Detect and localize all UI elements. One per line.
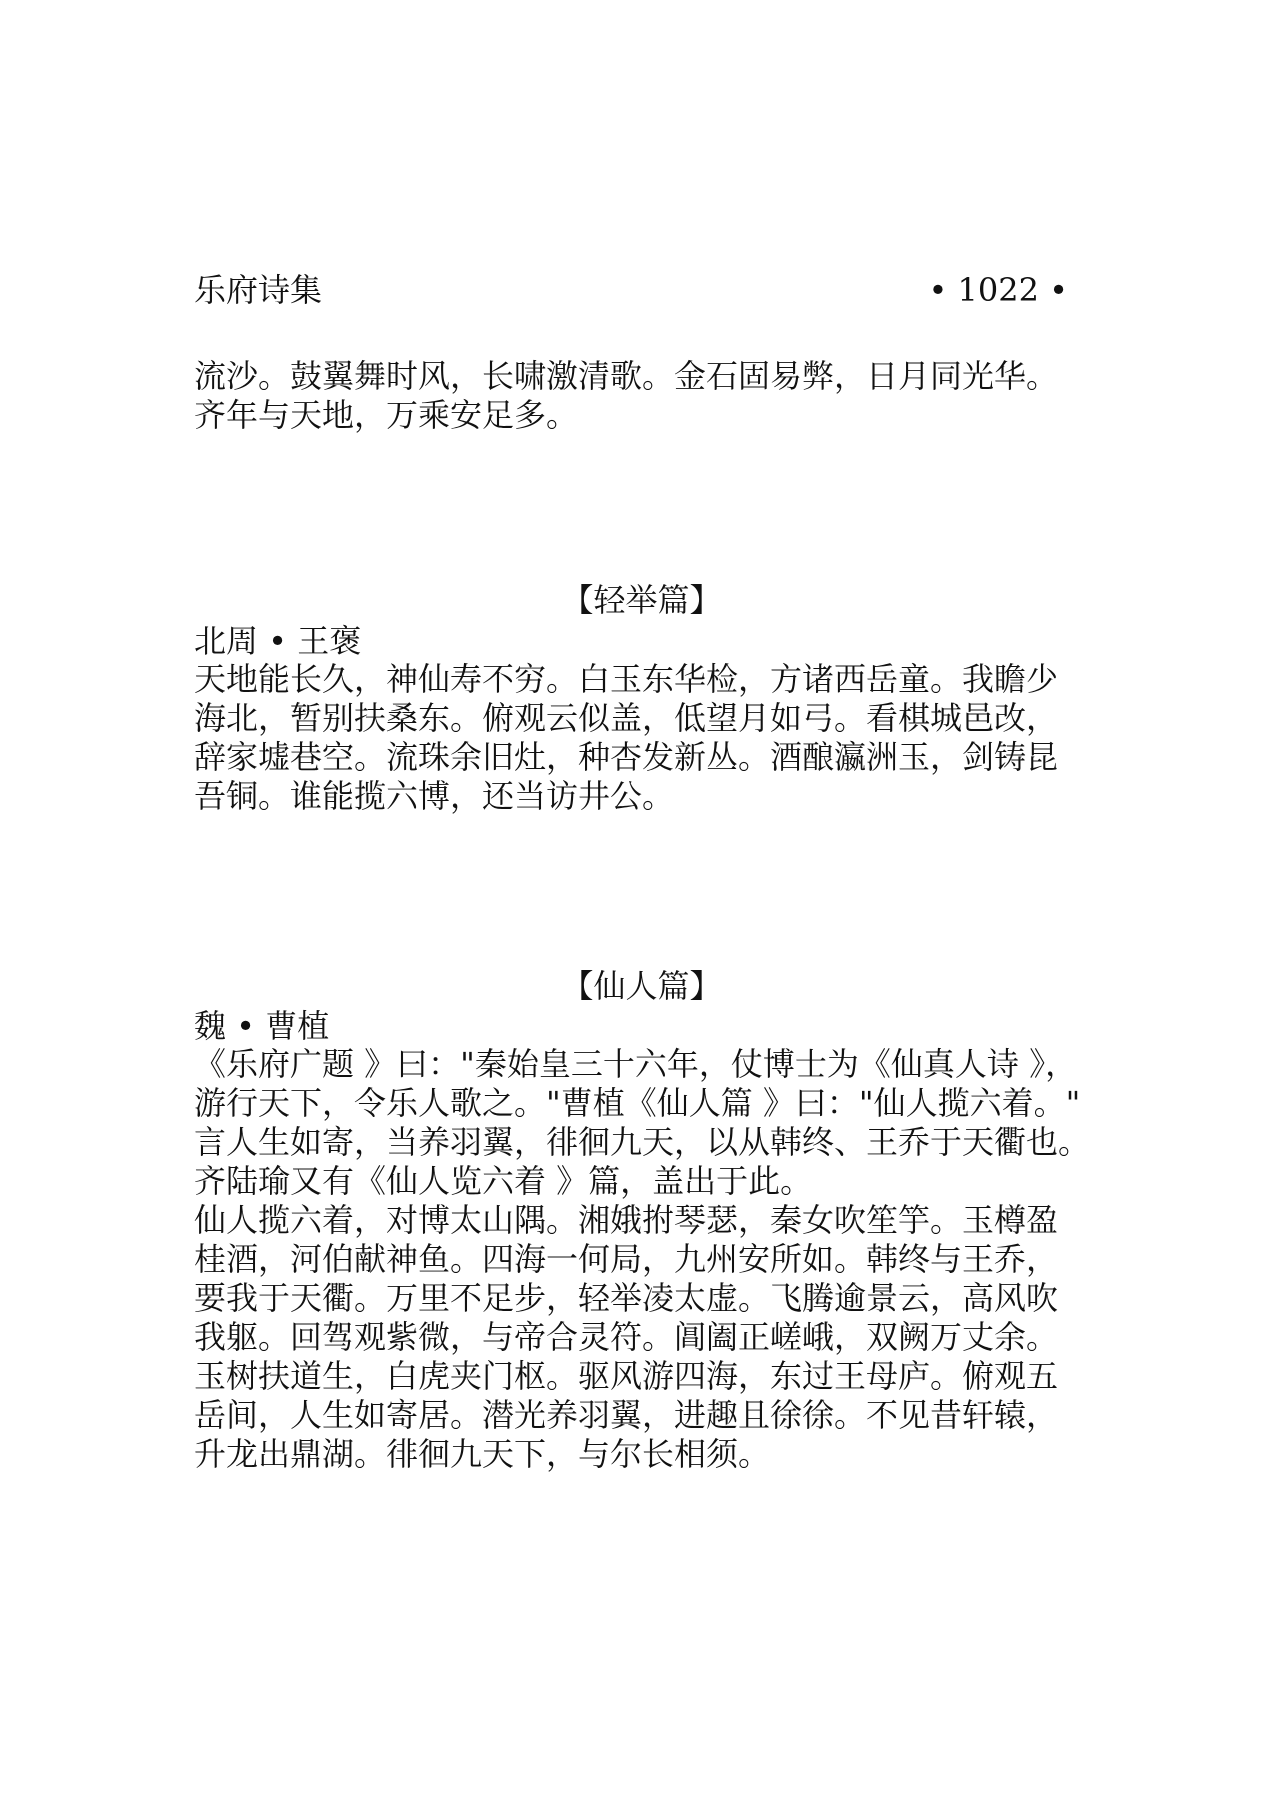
text-line: 齐陆瑜又有《仙人览六着 》篇，盖出于此。 (194, 1162, 813, 1200)
page-header (194, 268, 1068, 312)
poem-body (194, 1201, 1094, 1474)
text-line: 辞家墟巷空。流珠余旧灶，种杏发新丛。酒酿瀛洲玉，剑铸昆 (194, 738, 1059, 776)
text-line: 流沙。鼓翼舞时风，长啸激清歌。金石固易弊，日月同光华。 (194, 357, 1059, 395)
poem-title: 【仙人篇】 (561, 967, 722, 1005)
poem-preface (194, 1045, 1094, 1201)
text-line: 天地能长久，神仙寿不穷。白玉东华检，方诸西岳童。我瞻少 (194, 660, 1059, 698)
poem-title: 【轻举篇】 (561, 581, 722, 619)
text-line: 要我于天衢。万里不足步，轻举凌太虚。飞腾逾景云，高风吹 (194, 1279, 1059, 1317)
poem-body (194, 660, 1094, 816)
continuation-text (194, 357, 1094, 435)
text-line: 吾铜。谁能揽六博，还当访井公。 (194, 777, 675, 815)
poem-author: 魏 • 曹植 (194, 1007, 330, 1045)
text-line: 海北，暂别扶桑东。俯观云似盖，低望月如弓。看棋城邑改， (194, 699, 1059, 737)
text-line: 我躯。回驾观紫微，与帝合灵符。阊阖正嵯峨，双阙万丈余。 (194, 1318, 1059, 1356)
text-line: 桂酒，河伯献神鱼。四海一何局，九州安所如。韩终与王乔， (194, 1240, 1059, 1278)
text-line: 游行天下，令乐人歌之。"曹植《仙人篇 》曰："仙人揽六着。" (194, 1084, 1081, 1122)
text-line: 仙人揽六着，对博太山隅。湘娥拊琴瑟，秦女吹笙竽。玉樽盈 (194, 1201, 1059, 1239)
text-line: 《乐府广题 》曰："秦始皇三十六年，仗博士为《仙真人诗 》， (194, 1045, 1078, 1083)
poem-author: 北周 • 王褒 (194, 622, 362, 660)
book-title: 乐府诗集 (194, 271, 323, 309)
text-line: 玉树扶道生，白虎夹门枢。驱风游四海，东过王母庐。俯观五 (194, 1357, 1059, 1395)
page-number: • 1022 • (928, 271, 1068, 309)
text-line: 齐年与天地，万乘安足多。 (194, 396, 579, 434)
text-line: 言人生如寄，当养羽翼，徘徊九天，以从韩终、王乔于天衢也。 (194, 1123, 1091, 1161)
text-line: 升龙出鼎湖。徘徊九天下，与尔长相须。 (194, 1435, 771, 1473)
text-line: 岳间，人生如寄居。潜光养羽翼，进趣且徐徐。不见昔轩辕， (194, 1396, 1059, 1434)
